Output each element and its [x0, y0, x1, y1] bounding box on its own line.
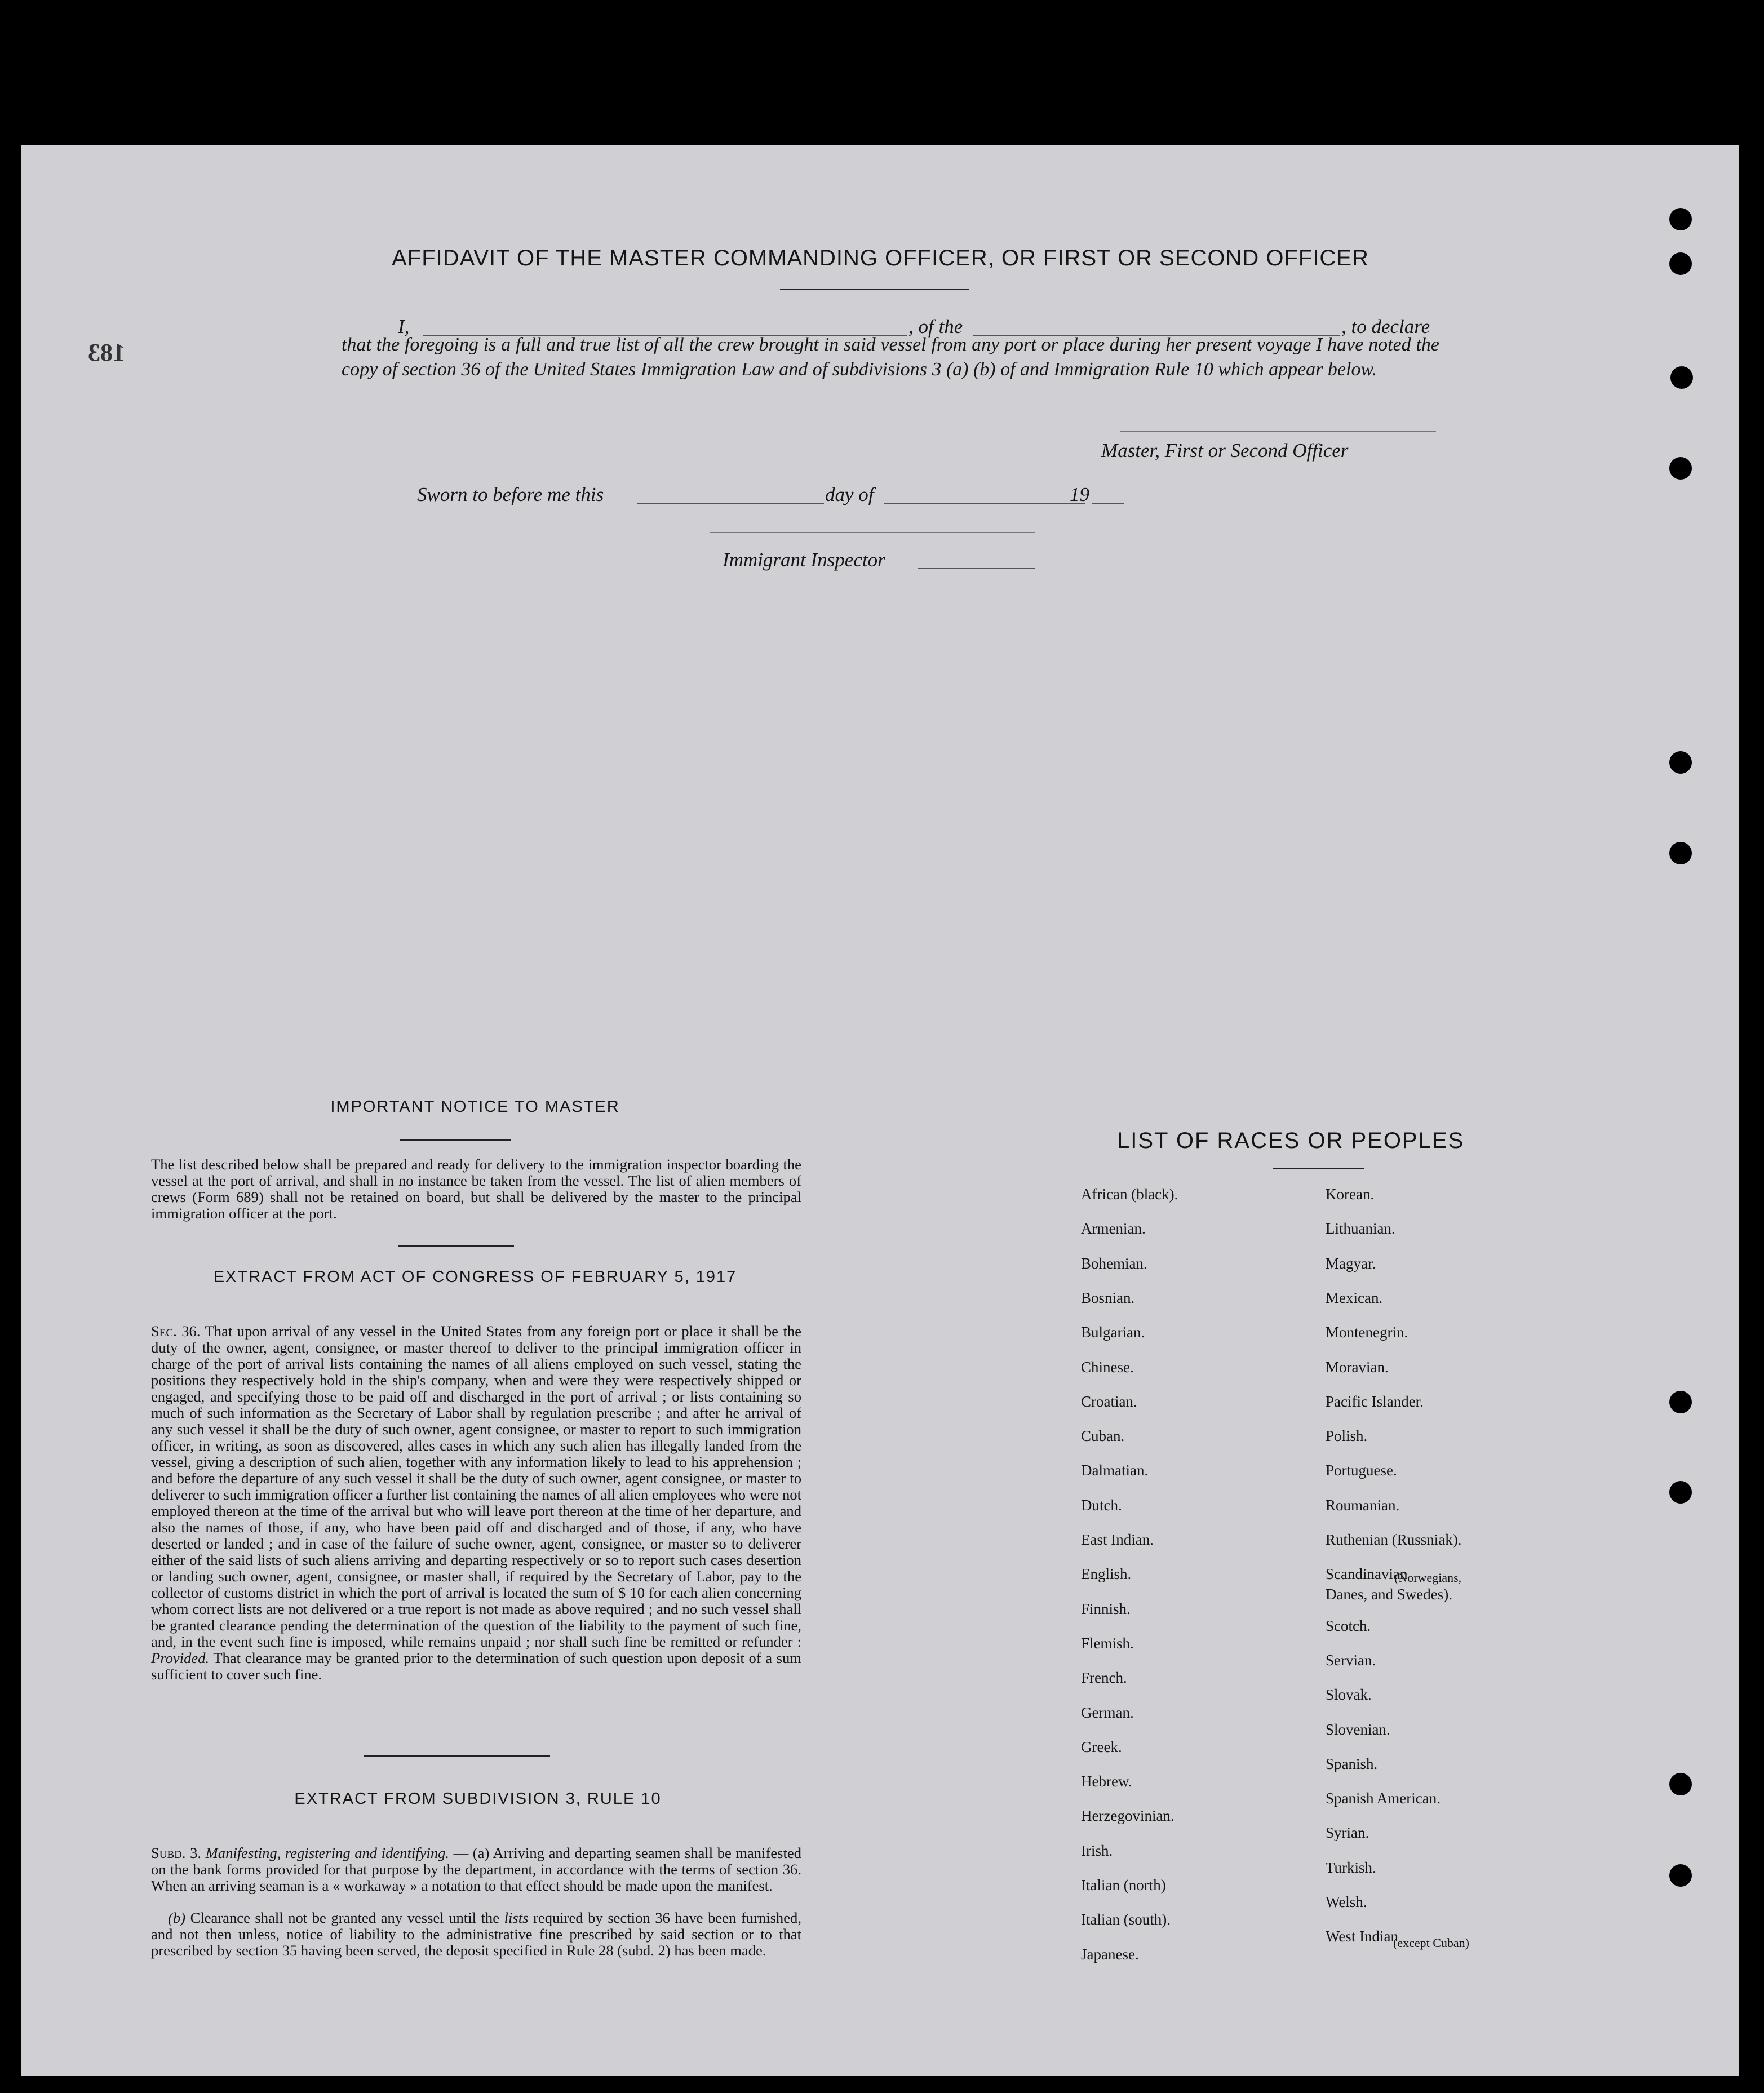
race-right-item: Spanish American. [1326, 1790, 1441, 1807]
inspector-line [918, 568, 1035, 569]
margin-number: 183 [88, 339, 125, 366]
race-left-item: East Indian. [1081, 1531, 1154, 1548]
punch-hole-1 [1669, 208, 1692, 230]
race-note-scandinavian-2: Danes, and Swedes). [1326, 1586, 1452, 1603]
race-left-item: Dutch. [1081, 1496, 1122, 1514]
inspector-label: Immigrant Inspector [723, 549, 885, 571]
notice-divider [398, 1245, 514, 1247]
race-right-item: Slovak. [1326, 1686, 1372, 1704]
race-left-item: Japanese. [1081, 1945, 1139, 1963]
race-right-item: West Indian [1326, 1928, 1399, 1945]
rule-body-a: — (a) Arriving and departing seamen shall be manifested on the bank forms provided for that purpose by the department, in accordance with the terms of section 36. When an arriving seaman is a « workaway » a notation to that effect should be made upon the manifest. [151, 1844, 801, 1894]
notice-underline [400, 1139, 511, 1141]
races-heading: LIST OF RACES OR PEOPLES [1117, 1128, 1465, 1153]
race-left-item: Italian (south). [1081, 1911, 1171, 1928]
race-right-item: Lithuanian. [1326, 1220, 1395, 1238]
act-divider [364, 1755, 550, 1757]
race-right-item: Roumanian. [1326, 1496, 1400, 1514]
rule-lists-word: lists [504, 1909, 529, 1926]
race-right-item: Portuguese. [1326, 1462, 1397, 1479]
punch-hole-9 [1669, 1773, 1692, 1795]
race-right-item: Ruthenian (Russniak). [1326, 1531, 1462, 1548]
race-left-item: Armenian. [1081, 1220, 1146, 1238]
affidavit-body: that the foregoing is a full and true list of all the crew brought in said vessel from any port or place during her present voyage I have noted the copy of section 36 of the United States Immigration Law and of subdivisions 3 (a) (b) of and Immigration Rule 10 which appear below. [342, 334, 1439, 380]
race-right-item: Korean. [1326, 1186, 1375, 1203]
race-right-item: Syrian. [1326, 1824, 1369, 1842]
signature-line [1120, 431, 1436, 432]
act-text [151, 1323, 801, 1683]
rule-body-b2: required by section 36 have been furnished, and not then unless, notice of liability to the administrative fine prescribed by said section or to that prescribed by section 35 having been served, the deposit specified in Rule 28 (subd. 2) has been made. [151, 1909, 801, 1959]
race-left-item: English. [1081, 1566, 1132, 1583]
act-section-label: Sec. 36. [151, 1323, 201, 1340]
race-note-scandinavian-1: (Norwegians, [1394, 1571, 1462, 1585]
inspector-signature-line [710, 532, 1035, 533]
day-of-label: day of [825, 484, 874, 505]
race-right-item: Turkish. [1326, 1859, 1376, 1876]
title-underline [780, 289, 969, 290]
race-left-item: Irish. [1081, 1842, 1113, 1859]
race-left-item: Bohemian. [1081, 1254, 1147, 1272]
race-right-item: Magyar. [1326, 1254, 1376, 1272]
act-provided: Provided. [151, 1649, 210, 1666]
punch-hole-5 [1669, 751, 1692, 774]
race-right-item: Pacific Islander. [1326, 1393, 1424, 1410]
race-right-item: Moravian. [1326, 1358, 1389, 1376]
act-body: That upon arrival of any vessel in the United States from any foreign port or place it shall be the duty of the owner, agent, consignee, or master thereof to deliver to the principal immigration officer in charge of the port of arrival lists containing the names of all aliens employed on such vessel, stating the positions they respectively hold in the ship's company, when and were they were respectively shipped or engaged, and specifying those to be paid off and discharged in the port of arrival ; or lists containing so much of such information as the Secretary of Labor shall by regulation prescribe ; and after he arrival of any such vessel it shall be the duty of such owner, agent consignee, or master to report to such immigration officer, in writing, as soon as discovered, alles cases in which any such alien has illegally landed from the vessel, giving a description of such alien, together with any information likely to lead to his apprehension ; and before the departure of any such vessel it shall be the duty of such owner, agent consignee, or master to deliverer to such immigration officer a further list containing the names of all alien employees who were not employed thereon at the time of the arrival but who will leave port thereon at the time of her departure, and also the names of those, if any, who have been paid off and discharged and of those, if any, who have deserted or landed ; and in case of the failure of suche owner, agent, consignee, or master so to deliverer either of the said lists of such aliens arriving and departing respectively or so to report such cases desertion or landing such owner, agent, consignee, or master shall, if required by the Secretary of Labor, pay to the collector of customs district in which the port of arrival is located the sum of $ 10 for each alien concerning whom correct lists are not delivered or a true report is not made as above required ; and no such vessel shall be granted clearance pending the determination of the question of the liability to the payment of such fine, and, in the event such fine is imposed, while remains unpaid ; nor shall such fine be remitted or refunder : [151, 1323, 801, 1650]
rule-subd-label: Subd. 3. [151, 1844, 202, 1861]
sworn-month-line [884, 503, 1085, 504]
race-left-item: Finnish. [1081, 1600, 1131, 1617]
punch-hole-10 [1669, 1864, 1692, 1887]
sworn-day-line [637, 503, 824, 504]
affidavit-of-the: , of the [908, 316, 963, 338]
rule-text-a [151, 1845, 801, 1894]
notice-text: The list described below shall be prepared and ready for delivery to the immigration inspector boarding the vessel at the port of arrival, and shall in no instance be taken from the vessel. The list of alien members of crews (Form 689) shall not be retained on board, but shall be delivered by the master to the principal immigration officer at the port. [151, 1156, 801, 1222]
affidavit-i: I, [398, 316, 410, 338]
rule-subd-title: Manifesting, registering and identifying. [205, 1844, 450, 1861]
rule-body-b1: Clearance shall not be granted any vessel until the [190, 1909, 500, 1926]
race-left-item: Chinese. [1081, 1358, 1134, 1376]
race-right-item: Scotch. [1326, 1617, 1371, 1634]
race-right-item: Scandinavian [1326, 1566, 1408, 1583]
race-left-item: Bulgarian. [1081, 1324, 1145, 1341]
race-left-item: Herzegovinian. [1081, 1807, 1174, 1825]
race-right-item: Montenegrin. [1326, 1324, 1408, 1341]
race-right-item: Spanish. [1326, 1755, 1378, 1772]
race-right-item: Polish. [1326, 1427, 1368, 1445]
race-left-item: Greek. [1081, 1738, 1122, 1755]
race-left-item: Flemish. [1081, 1634, 1134, 1652]
race-right-item: Servian. [1326, 1651, 1376, 1669]
punch-hole-4 [1669, 457, 1692, 480]
race-left-item: French. [1081, 1669, 1127, 1687]
signatory-label: Master, First or Second Officer [1101, 440, 1349, 462]
rule-b-label: (b) [168, 1909, 186, 1926]
notice-heading: IMPORTANT NOTICE TO MASTER [330, 1098, 620, 1116]
race-left-item: Italian (north) [1081, 1877, 1166, 1894]
affidavit-title: AFFIDAVIT OF THE MASTER COMMANDING OFFICER, OR FIRST OR SECOND OFFICER [392, 246, 1369, 271]
race-left-item: Croatian. [1081, 1393, 1137, 1410]
sworn-label: Sworn to before me this [417, 484, 604, 505]
race-right-item: Mexican. [1326, 1289, 1383, 1306]
rule-text-b [151, 1910, 801, 1959]
affidavit-to-declare: , to declare [1341, 316, 1430, 338]
punch-hole-6 [1669, 842, 1692, 864]
race-left-item: African (black). [1081, 1186, 1178, 1203]
rule-heading: EXTRACT FROM SUBDIVISION 3, RULE 10 [294, 1790, 662, 1808]
punch-hole-7 [1669, 1391, 1692, 1413]
form-page [21, 145, 1739, 2076]
race-left-item: Cuban. [1081, 1427, 1125, 1445]
race-note-west-indian: (except Cuban) [1393, 1936, 1469, 1950]
race-right-item: Slovenian. [1326, 1720, 1390, 1738]
year-line [1092, 503, 1124, 504]
act-heading: EXTRACT FROM ACT OF CONGRESS OF FEBRUARY 5, 1917 [213, 1268, 737, 1286]
act-body-end: That clearance may be granted prior to the determination of such question upon deposit of a sum sufficient to cover such fine. [151, 1649, 801, 1683]
race-left-item: Bosnian. [1081, 1289, 1135, 1306]
year-label: 19 [1070, 484, 1089, 505]
punch-hole-8 [1669, 1481, 1692, 1504]
race-left-item: Hebrew. [1081, 1773, 1132, 1790]
race-right-item: Welsh. [1326, 1894, 1367, 1910]
races-underline [1273, 1168, 1364, 1169]
race-left-item: Dalmatian. [1081, 1462, 1149, 1479]
race-left-item: German. [1081, 1704, 1134, 1721]
punch-hole-3 [1670, 366, 1693, 389]
